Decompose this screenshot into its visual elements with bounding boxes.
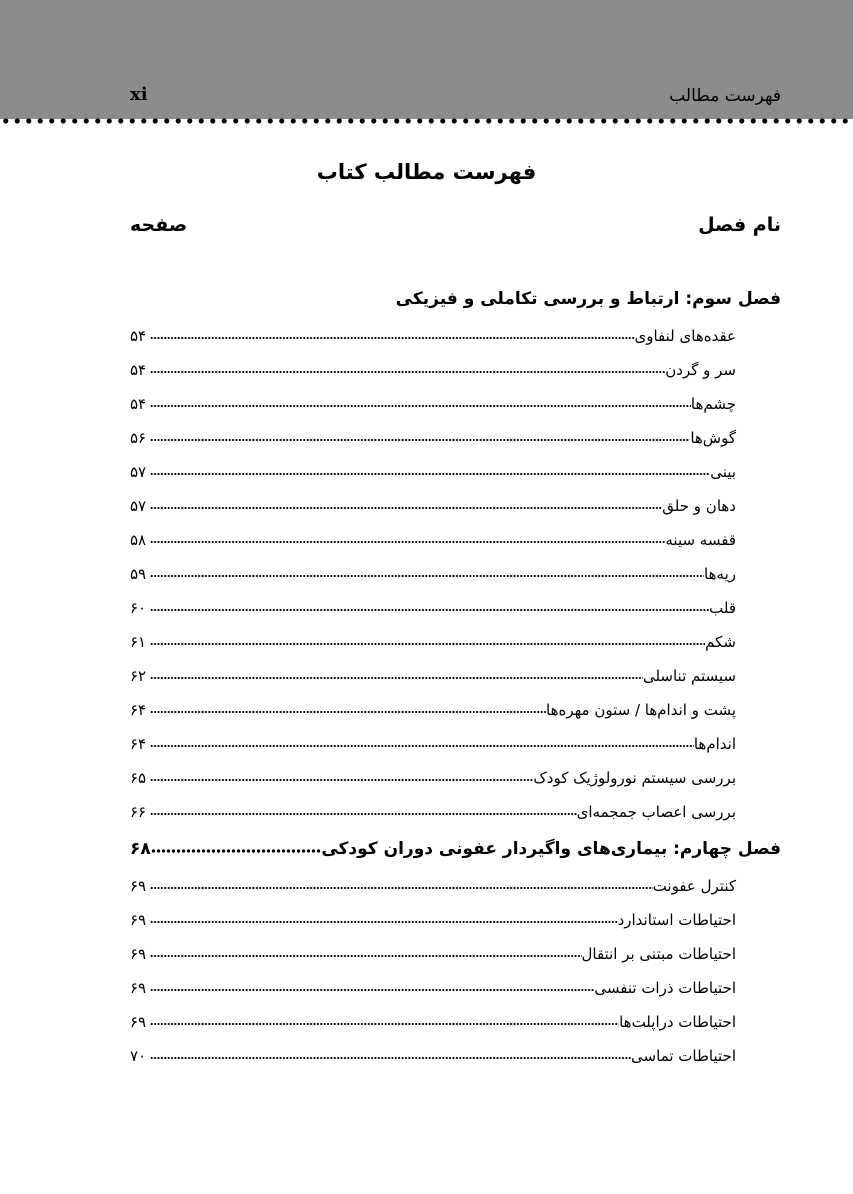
toc-entry-page: ۶۴	[130, 701, 147, 719]
toc-entry-page: ۶۶	[130, 803, 147, 821]
toc-entry-label: گوش‌ها	[690, 429, 736, 447]
book-title: فهرست مطالب کتاب	[316, 160, 537, 184]
chapter-3-entries	[130, 314, 781, 824]
dot-leader	[151, 847, 322, 855]
toc-entry	[130, 484, 781, 518]
page-number: xi	[130, 84, 148, 105]
toc-entry	[130, 382, 781, 416]
toc-entry-page: ۵۴	[130, 361, 147, 379]
dot-leader	[150, 573, 704, 579]
toc-entry-label: عقده‌های لنفاوی	[634, 327, 736, 345]
toc-entry	[130, 898, 781, 932]
dot-leader	[150, 471, 710, 477]
chapter-page-number: ۶۸	[130, 839, 151, 859]
toc-entry-page: ۶۱	[130, 633, 147, 651]
toc-entry-page: ۵۸	[130, 531, 147, 549]
toc-entry-page: ۶۲	[130, 667, 147, 685]
toc-entry-label: سر و گردن	[665, 361, 736, 379]
toc-entry-page: ۶۹	[130, 1013, 147, 1031]
toc-entry	[130, 518, 781, 552]
toc-entry-page: ۵۷	[130, 463, 147, 481]
toc-entry-page: ۶۹	[130, 911, 147, 929]
dot-leader	[150, 811, 577, 817]
chapter-name-column-label: نام فصل	[698, 214, 781, 236]
chapter-heading	[130, 280, 781, 314]
toc-entry-page: ۵۹	[130, 565, 147, 583]
running-title: فهرست مطالب	[669, 86, 781, 106]
toc-entry-page: ۵۴	[130, 395, 147, 413]
dot-leader	[150, 919, 618, 925]
dot-leader	[150, 675, 643, 681]
toc-entry	[130, 1034, 781, 1068]
toc-entry-label: سیستم تناسلی	[642, 667, 736, 685]
toc-entry-page: ۵۴	[130, 327, 147, 345]
toc-entry	[130, 314, 781, 348]
dot-leader	[150, 953, 582, 959]
chapter-title: فصل چهارم: بیماری‌های واگیردار عفونی دوران کودکی	[321, 839, 781, 859]
toc-entry-label: پشت و اندام‌ها / ستون مهره‌ها	[546, 701, 736, 719]
toc-entry-page: ۵۷	[130, 497, 147, 515]
chapter-4-entries	[130, 864, 781, 1068]
toc-entry-label: احتیاطات ذرات تنفسی	[594, 979, 736, 997]
toc-entry	[130, 790, 781, 824]
toc-entry	[130, 552, 781, 586]
dot-leader	[150, 607, 709, 613]
dot-leader	[150, 505, 662, 511]
chapter-title: فصل سوم: ارتباط و بررسی تکاملی و فیزیکی	[395, 289, 781, 309]
toc-entry	[130, 932, 781, 966]
dot-leader	[150, 709, 546, 715]
toc-entry-page: ۶۵	[130, 769, 147, 787]
dot-leader	[150, 1021, 619, 1027]
toc-entry-label: دهان و حلق	[662, 497, 736, 515]
toc-entry	[130, 722, 781, 756]
dotted-divider	[0, 116, 853, 126]
toc-entry-label: احتیاطات مبتنی بر انتقال	[581, 945, 736, 963]
toc-entry	[130, 348, 781, 382]
dot-leader	[150, 1055, 631, 1061]
toc-entry	[130, 688, 781, 722]
toc-entry	[130, 450, 781, 484]
toc-entry	[130, 654, 781, 688]
chapter-heading	[130, 824, 781, 864]
toc-entry-label: شکم	[705, 633, 736, 651]
toc-entry	[130, 1000, 781, 1034]
toc-entry-label: احتیاطات دراپلت‌ها	[619, 1013, 736, 1031]
dot-leader	[150, 403, 691, 409]
toc-entry-label: احتیاطات تماسی	[631, 1047, 736, 1065]
toc-entry-page: ۵۶	[130, 429, 147, 447]
dot-leader	[150, 777, 533, 783]
toc-entry-label: قفسه سینه	[665, 531, 736, 549]
table-of-contents	[130, 280, 781, 1068]
toc-entry	[130, 864, 781, 898]
toc-entry-label: قلب	[709, 599, 736, 617]
toc-entry	[130, 620, 781, 654]
toc-entry-label: بینی	[710, 463, 736, 481]
toc-entry-label: چشم‌ها	[690, 395, 736, 413]
toc-entry-label: بررسی سیستم نورولوژیک کودک	[533, 769, 736, 787]
dot-leader	[150, 539, 665, 545]
dot-leader	[150, 641, 705, 647]
toc-entry-label: احتیاطات استاندارد	[617, 911, 736, 929]
toc-entry	[130, 756, 781, 790]
toc-entry-label: اندام‌ها	[693, 735, 736, 753]
dot-leader	[150, 743, 694, 749]
toc-entry	[130, 966, 781, 1000]
toc-entry-page: ۶۹	[130, 979, 147, 997]
dot-leader	[150, 369, 665, 375]
toc-entry	[130, 416, 781, 450]
dot-leader	[150, 987, 594, 993]
toc-entry-page: ۶۴	[130, 735, 147, 753]
toc-entry-page: ۶۰	[130, 599, 147, 617]
toc-entry-label: کنترل عفونت	[652, 877, 736, 895]
toc-entry-page: ۶۹	[130, 945, 147, 963]
toc-entry-label: ریه‌ها	[704, 565, 736, 583]
toc-entry-label: بررسی اعصاب جمجمه‌ای	[576, 803, 736, 821]
dot-leader	[150, 335, 635, 341]
toc-entry	[130, 586, 781, 620]
dot-leader	[150, 885, 653, 891]
page-column-label: صفحه	[130, 214, 188, 236]
toc-entry-page: ۷۰	[130, 1047, 147, 1065]
dot-leader	[150, 437, 690, 443]
toc-entry-page: ۶۹	[130, 877, 147, 895]
